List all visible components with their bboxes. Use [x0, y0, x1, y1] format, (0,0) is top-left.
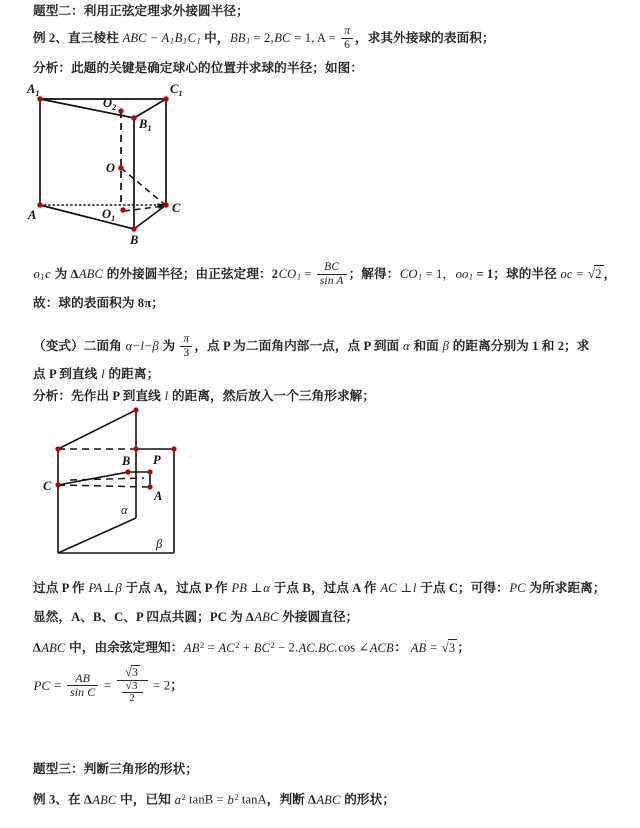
point-o1 — [120, 207, 125, 212]
label-b: B — [130, 233, 139, 247]
variant-line-1: （变式）二面角 α−l−β 为 $\frac{\pi}{3}$ ，点 P 为二面角内部一点，点 P 到面 α 和面 β 的距离分别为 1 和 2；求 — [33, 332, 590, 359]
edge-b1c1 — [134, 99, 166, 118]
label-o2: $O_2$ — [103, 96, 117, 112]
label-p: P — [153, 453, 161, 467]
section-heading-type3: 题型三：判断三角形的形状； — [33, 762, 199, 776]
point-c — [55, 482, 60, 487]
label-c1: $C_1$ — [170, 82, 183, 98]
sqrt-3-numerator: √3 — [125, 664, 139, 679]
alpha-top-edge — [58, 410, 136, 449]
point-beta-top-right — [171, 446, 176, 451]
label-b: B — [122, 454, 131, 468]
label-beta: β — [156, 537, 163, 551]
section-heading-type2: 题型二：利用正弦定理求外接圆半径； — [33, 4, 249, 18]
fraction-sqrt3-over-sqrt3-over-2 — [117, 665, 148, 706]
point-c — [163, 202, 168, 207]
proof-line-2: 显然，A、B、C、P 四点共圆；PC 为 ∆ABC 外接圆直径； — [33, 610, 359, 624]
label-o: O — [106, 161, 116, 175]
point-b — [131, 226, 136, 231]
label-a: A — [28, 208, 37, 222]
point-o — [118, 165, 123, 170]
example-2-statement: 例 2、直三棱柱 ABC − $A_1B_1C_1$ 中，$BB_1 = 2,BC = 1$, A = $\frac{\pi}{6}$ ，求其外接球的表面积； — [33, 24, 495, 51]
example-3-statement: 例 3、在 ∆ABC 中，已知 $a^2$ $\tan B = b^2$ tanA，判断 ∆ABC 的形状； — [33, 792, 396, 807]
radius-o-c — [121, 168, 164, 204]
label-c: C — [172, 201, 181, 215]
sqrt-3-inner: √3 — [125, 679, 138, 692]
fraction-ab-over-sinc: $\frac{AB}{\text{sin C}}$ — [67, 672, 98, 699]
analysis-line-1: 分析：此题的关键是确定球心的位置并求球的半径；如图： — [33, 61, 364, 75]
label-o1: $O_1$ — [102, 207, 116, 223]
point-alpha-top-left — [55, 446, 60, 451]
fraction-bc-over-sina: $\frac{BC}{\text{sin A}}$ — [317, 261, 347, 287]
inner-fraction-sqrt3-over-2: $\frac{√3}{2}$ — [122, 680, 143, 706]
alpha-bottom-edge — [58, 518, 136, 553]
variant-line-3: 分析：先作出 P 到直线 l 的距离，然后放入一个三角形求解； — [33, 389, 376, 403]
segment-cb — [58, 472, 128, 485]
fraction-pi-over-6: $\frac{\pi}{6}$ — [341, 25, 353, 51]
sqrt-3: √3 — [441, 639, 456, 655]
derivation-line-1: $o_1c$ 为 ∆ABC 的外接圆半径；由正弦定理：$2CO_1$ = $\frac{BC}{\text{sin A}}$ ；解得：$CO_1 = 1$，$oo_1 = 1$；球的半径 oc = √2 ， — [33, 260, 617, 287]
dihedral-figure — [40, 408, 290, 573]
proof-line-1: 过点 P 作 PA⊥β 于点 A，过点 P 作 PB ⊥α 于点 B，过点 A 作 AC ⊥l 于点 C；可得：PC 为所求距离； — [33, 581, 606, 595]
point-a — [37, 202, 42, 207]
point-o2 — [118, 108, 123, 113]
point-b1 — [131, 115, 136, 120]
point-top-l — [133, 407, 138, 412]
label-a: A — [154, 489, 163, 503]
sqrt-2: √2 — [587, 265, 602, 281]
proof-line-3: ∆ABC 中，由余弦定理知：$AB^2 = AC^2 + BC^2 - 2.AC.BC.\cos$ ∠ACB： AB = √3 ； — [33, 639, 471, 655]
pc-formula: PC = $\frac{AB}{\text{sin C}}$ = $\frac{√3}{\frac{√3}{2}}$ = 2； — [33, 664, 184, 705]
derivation-line-2: 故：球的表面积为 8π； — [33, 296, 164, 310]
label-a1: $A_1$ — [27, 82, 40, 98]
point-p — [147, 469, 152, 474]
point-a — [147, 484, 152, 489]
point-l-mid — [133, 446, 138, 451]
point-c1 — [163, 96, 168, 101]
edge-ab — [40, 205, 134, 229]
label-b1: $B_1$ — [139, 117, 152, 133]
fraction-pi-over-3: $\frac{\pi}{3}$ — [180, 333, 192, 359]
prism-figure — [18, 78, 278, 258]
edge-a1b1 — [40, 99, 134, 118]
helper-dashed — [70, 478, 144, 480]
variant-line-2: 点 P 到直线 l 的距离； — [33, 367, 160, 381]
label-alpha: α — [121, 503, 128, 517]
label-c: C — [43, 479, 52, 493]
point-b — [125, 469, 130, 474]
